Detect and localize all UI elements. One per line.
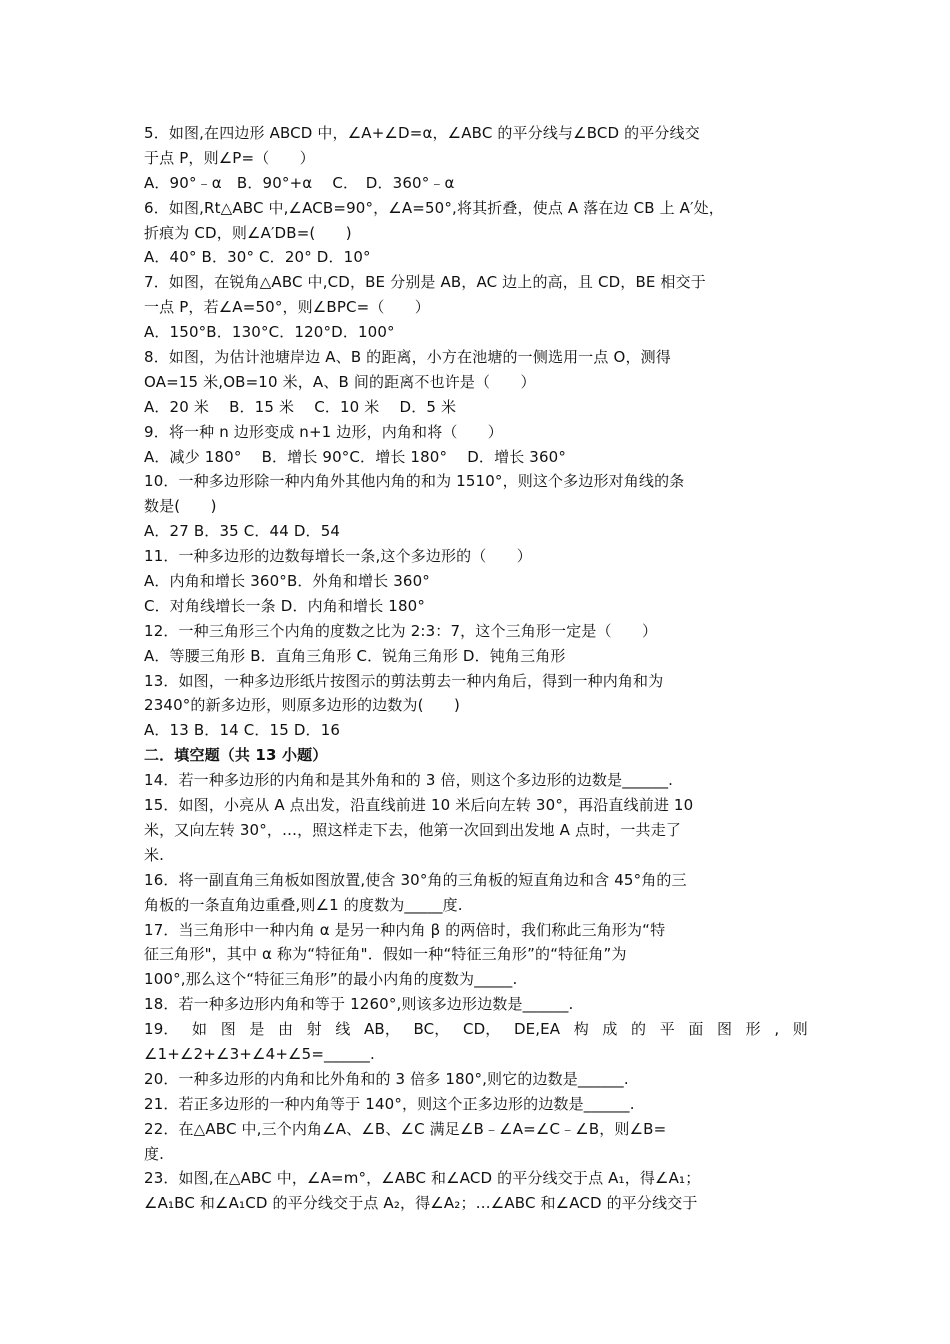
text-line: A．13 B．14 C．15 D．16 — [144, 721, 341, 740]
text-line: 20．一种多边形的内角和比外角和的 3 倍多 180°,则它的边数是______. — [144, 1069, 629, 1088]
q19-word: 图 — [717, 1020, 733, 1039]
section-heading: 二．填空题（共 13 小题） — [144, 746, 328, 765]
text-line: 18．若一种多边形内角和等于 1260°,则该多边形边数是______. — [144, 995, 574, 1014]
text-line: 21．若正多边形的一种内角等于 140°，则这个正多边形的边数是______. — [144, 1094, 635, 1113]
q19-word: 构 — [573, 1020, 589, 1039]
q19-word: 则 — [792, 1020, 808, 1039]
text-line: 一点 P，若∠A=50°，则∠BPC=（ ） — [144, 298, 430, 317]
q19-word: 由 — [278, 1020, 294, 1039]
text-line: A．等腰三角形 B．直角三角形 C．锐角三角形 D．钝角三角形 — [144, 646, 566, 665]
text-line: 2340°的新多边形，则原多边形的边数为( ) — [144, 696, 460, 715]
text-line: 13．如图，一种多边形纸片按图示的剪法剪去一种内角后，得到一种内角和为 — [144, 671, 664, 690]
text-line: A．27 B．35 C．44 D．54 — [144, 522, 341, 541]
text-line: A．150°B．130°C．120°D．100° — [144, 323, 395, 342]
text-line: C．对角线增长一条 D．内角和增长 180° — [144, 596, 425, 615]
text-line: ∠1+∠2+∠3+∠4+∠5=______. — [144, 1044, 375, 1063]
document-content — [144, 121, 808, 1216]
text-line: 征三角形"，其中 α 称为“特征角"．假如一种“特征三角形”的“特征角”为 — [144, 945, 627, 964]
q19-word: BC， — [413, 1020, 450, 1039]
q19-word: 形 — [745, 1020, 761, 1039]
text-line: 7．如图，在锐角△ABC 中,CD，BE 分别是 AB，AC 边上的高，且 CD，BE 相交于 — [144, 273, 706, 292]
q19-word: AB， — [363, 1020, 400, 1039]
q19-word: 成 — [602, 1020, 618, 1039]
text-line: 米. — [144, 845, 165, 864]
text-line: A．20 米 B．15 米 C．10 米 D．5 米 — [144, 397, 457, 416]
text-line: 米，又向左转 30°，…，照这样走下去，他第一次回到出发地 A 点时，一共走了 — [144, 820, 682, 839]
text-line: 度. — [144, 1144, 165, 1163]
text-line: 11．一种多边形的边数每增长一条,这个多边形的（ ） — [144, 547, 532, 566]
text-line: 100°,那么这个“特征三角形”的最小内角的度数为_____. — [144, 970, 518, 989]
q19-word: 线 — [335, 1020, 351, 1039]
text-line: 9．将一种 n 边形变成 n+1 边形，内角和将（ ） — [144, 422, 503, 441]
text-line: 折痕为 CD，则∠A′DB=( ) — [144, 223, 352, 242]
text-line: 22．在△ABC 中,三个内角∠A、∠B、∠C 满足∠B﹣∠A=∠C﹣∠B，则∠B= — [144, 1119, 667, 1138]
text-line: 14．若一种多边形的内角和是其外角和的 3 倍，则这个多边形的边数是______. — [144, 771, 674, 790]
q19-word: 图 — [220, 1020, 236, 1039]
text-line: A．40° B．30° C．20° D．10° — [144, 248, 371, 267]
text-line: 16．将一副直角三角板如图放置,使含 30°角的三角板的短直角边和含 45°角的三 — [144, 870, 687, 889]
text-line: 6．如图,Rt△ABC 中,∠ACB=90°，∠A=50°,将其折叠，使点 A 落在边 CB 上 A′处， — [144, 198, 724, 217]
text-line: A．90°﹣α B．90°+α C． D．360°﹣α — [144, 173, 455, 192]
q19-word: 是 — [249, 1020, 265, 1039]
q19-word: 射 — [306, 1020, 322, 1039]
text-line: 15．如图，小亮从 A 点出发，沿直线前进 10 米后向左转 30°，再沿直线前进 10 — [144, 796, 694, 815]
q19-word: , — [774, 1020, 780, 1039]
q19-word: DE,EA — [513, 1020, 561, 1039]
text-line: 5．如图,在四边形 ABCD 中，∠A+∠D=α，∠ABC 的平分线与∠BCD 的平分线交 — [144, 124, 700, 142]
text-line: 8．如图，为估计池塘岸边 A、B 的距离，小方在池塘的一侧选用一点 O，测得 — [144, 348, 671, 367]
text-line: 于点 P，则∠P=（ ） — [144, 148, 315, 167]
question-19-line — [144, 1017, 808, 1042]
text-line: 数是( ) — [144, 497, 217, 516]
q19-word: 的 — [631, 1020, 647, 1039]
q19-word: 如 — [192, 1020, 208, 1039]
text-line: OA=15 米,OB=10 米，A、B 间的距离不也许是（ ） — [144, 372, 536, 391]
text-line: 角板的一条直角边重叠,则∠1 的度数为_____度. — [144, 895, 463, 914]
q19-word: 平 — [659, 1020, 675, 1039]
q19-word: 面 — [688, 1020, 704, 1039]
text-line: A．内角和增长 360°B．外角和增长 360° — [144, 572, 430, 591]
text-line: ∠A₁BC 和∠A₁CD 的平分线交于点 A₂，得∠A₂；…∠ABC 和∠ACD 的平分线交于 — [144, 1194, 698, 1213]
q19-word: CD， — [462, 1020, 501, 1039]
q19-word: 19． — [144, 1020, 179, 1039]
text-line: 12．一种三角形三个内角的度数之比为 2:3：7，这个三角形一定是（ ） — [144, 621, 658, 640]
text-line: A．减少 180° B．增长 90°C．增长 180° D．增长 360° — [144, 447, 567, 466]
text-line: 17．当三角形中一种内角 α 是另一种内角 β 的两倍时，我们称此三角形为“特 — [144, 920, 666, 939]
text-line: 10．一种多边形除一种内角外其他内角的和为 1510°，则这个多边形对角线的条 — [144, 472, 685, 491]
text-line: 23．如图,在△ABC 中，∠A=m°，∠ABC 和∠ACD 的平分线交于点 A₁，得∠A₁； — [144, 1169, 701, 1188]
